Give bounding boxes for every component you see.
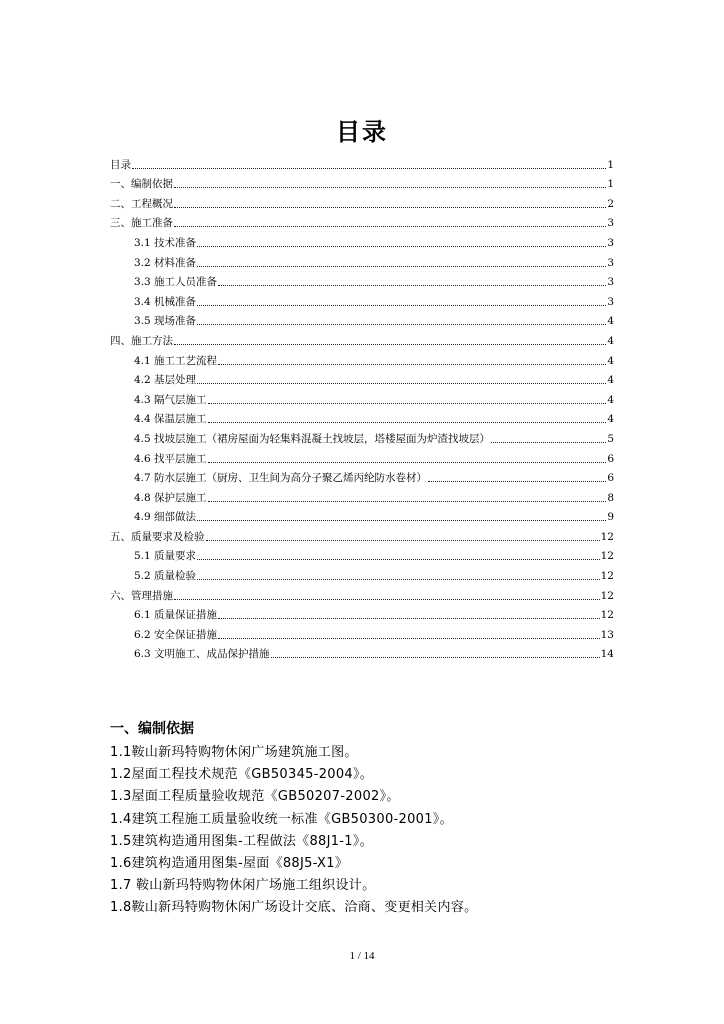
toc-entry-page: 4 — [607, 393, 614, 406]
toc-entry[interactable] — [110, 270, 614, 290]
toc-entry-page: 12 — [600, 530, 614, 543]
toc-entry-page: 5 — [607, 432, 614, 445]
toc-entry[interactable] — [110, 524, 614, 544]
toc-entry[interactable] — [110, 407, 614, 427]
toc-entry[interactable] — [110, 583, 614, 603]
toc-entry-page: 12 — [600, 570, 614, 583]
toc-entry-page: 2 — [607, 197, 614, 210]
toc-entry[interactable] — [110, 426, 614, 446]
toc-entry-page: 4 — [607, 315, 614, 328]
toc-leader-dots — [208, 393, 607, 404]
toc-leader-dots — [491, 432, 606, 443]
toc-leader-dots — [197, 295, 606, 306]
toc-entry-page: 3 — [607, 236, 614, 249]
toc-leader-dots — [197, 236, 606, 247]
toc-leader-dots — [197, 569, 600, 580]
basis-item: 1.2屋面工程技术规范《GB50345-2004》。 — [110, 767, 374, 783]
toc-leader-dots — [174, 589, 600, 600]
toc-entry-page: 12 — [600, 609, 614, 622]
toc-entry[interactable] — [110, 544, 614, 564]
toc-entry[interactable] — [110, 191, 614, 211]
toc-leader-dots — [174, 216, 606, 227]
basis-item: 1.3屋面工程质量验收规范《GB50207-2002》。 — [110, 789, 400, 805]
toc-entry-label: 4.3 隔气层施工 — [134, 393, 207, 406]
toc-entry-page: 3 — [607, 256, 614, 269]
toc-leader-dots — [218, 628, 600, 639]
toc-entry[interactable] — [110, 505, 614, 525]
toc-entry[interactable] — [110, 230, 614, 250]
basis-item: 1.4建筑工程施工质量验收统一标准《GB50300-2001》。 — [110, 811, 453, 827]
toc-entry-page: 4 — [607, 413, 614, 426]
toc-entry[interactable] — [110, 446, 614, 466]
toc-title: 目录 — [336, 118, 388, 146]
toc-leader-dots — [174, 334, 606, 345]
toc-entry-label: 3.4 机械准备 — [134, 295, 197, 308]
toc-entry-page: 4 — [607, 334, 614, 347]
toc-entry-label: 4.6 找平层施工 — [134, 452, 207, 465]
toc-entry[interactable] — [110, 563, 614, 583]
toc-leader-dots — [218, 354, 606, 365]
toc-entry-label: 4.2 基层处理 — [134, 374, 197, 387]
toc-leader-dots — [206, 530, 600, 541]
section-item-list — [110, 742, 630, 920]
toc-entry[interactable] — [110, 250, 614, 270]
toc-entry[interactable] — [110, 466, 614, 486]
toc-entry-page: 4 — [607, 374, 614, 387]
toc-entry[interactable] — [110, 368, 614, 388]
basis-item: 1.8鞍山新玛特购物休闲广场设计交底、洽商、变更相关内容。 — [110, 900, 478, 916]
toc-entry-page: 4 — [607, 354, 614, 367]
toc-entry-page: 9 — [607, 511, 614, 524]
toc-leader-dots — [208, 412, 607, 423]
toc-leader-dots — [197, 373, 606, 384]
toc-entry-page: 3 — [607, 217, 614, 230]
toc-entry-label: 3.2 材料准备 — [134, 256, 197, 269]
toc-entry[interactable] — [110, 485, 614, 505]
toc-leader-dots — [197, 549, 600, 560]
toc-entry-label: 目录 — [110, 158, 131, 171]
toc-entry-page: 12 — [600, 550, 614, 563]
toc-entry-page: 1 — [607, 158, 614, 171]
basis-item: 1.7 鞍山新玛特购物休闲广场施工组织设计。 — [110, 878, 376, 894]
toc-entry-label: 三、施工准备 — [110, 217, 173, 230]
toc-entry-page: 6 — [607, 452, 614, 465]
basis-item: 1.5建筑构造通用图集-工程做法《88J1-1》。 — [110, 833, 373, 849]
toc-leader-dots — [208, 452, 607, 463]
toc-leader-dots — [218, 275, 606, 286]
toc-entry-page: 1 — [607, 178, 614, 191]
basis-item: 1.6建筑构造通用图集-屋面《88J5-X1》 — [110, 855, 349, 871]
toc-leader-dots — [174, 177, 606, 188]
toc-entry-label: 5.2 质量检验 — [134, 570, 197, 583]
page-number: 1 / 14 — [349, 950, 375, 962]
section-basis — [110, 718, 630, 920]
toc-entry-page: 13 — [600, 628, 614, 641]
toc-entry-label: 4.8 保护层施工 — [134, 491, 207, 504]
toc-entry[interactable] — [110, 622, 614, 642]
toc-entry[interactable] — [110, 289, 614, 309]
toc-entry-label: 3.5 现场准备 — [134, 315, 197, 328]
toc-entry-label: 4.4 保温层施工 — [134, 413, 207, 426]
toc-entry-label: 6.1 质量保证措施 — [134, 609, 218, 622]
toc-entry-label: 3.3 施工人员准备 — [134, 276, 218, 289]
toc-entry[interactable] — [110, 152, 614, 172]
toc-leader-dots — [428, 471, 606, 482]
toc-entry-page: 12 — [600, 589, 614, 602]
toc-leader-dots — [132, 158, 606, 169]
toc-entry-label: 五、质量要求及检验 — [110, 530, 205, 543]
toc-entry[interactable] — [110, 348, 614, 368]
section-heading: 一、编制依据 — [110, 721, 194, 737]
toc-entry-page: 14 — [600, 648, 614, 661]
toc-leader-dots — [174, 197, 606, 208]
toc-entry[interactable] — [110, 642, 614, 662]
toc-leader-dots — [197, 314, 606, 325]
toc-entry-label: 六、管理措施 — [110, 589, 173, 602]
toc-entry-label: 二、工程概况 — [110, 197, 173, 210]
toc-entry-page: 3 — [607, 295, 614, 308]
toc-entry[interactable] — [110, 387, 614, 407]
toc-leader-dots — [271, 647, 600, 658]
toc-entry-label: 6.3 文明施工、成品保护措施 — [134, 648, 270, 661]
toc-entry-page: 3 — [607, 276, 614, 289]
toc-entry-page: 8 — [607, 491, 614, 504]
toc-entry-label: 4.9 细部做法 — [134, 511, 197, 524]
basis-item: 1.1鞍山新玛特购物休闲广场建筑施工图。 — [110, 745, 358, 760]
toc-entry[interactable] — [110, 309, 614, 329]
table-of-contents — [110, 152, 614, 661]
toc-leader-dots — [197, 256, 606, 267]
toc-entry-label: 3.1 技术准备 — [134, 236, 197, 249]
toc-entry-label: 4.7 防水层施工（厨房、卫生间为高分子聚乙烯丙纶防水卷材） — [134, 472, 428, 485]
toc-entry-page: 6 — [607, 472, 614, 485]
toc-leader-dots — [208, 491, 607, 502]
toc-entry-label: 一、编制依据 — [110, 178, 173, 191]
toc-entry-label: 4.5 找坡层施工（裙房屋面为轻集料混凝土找坡层，塔楼屋面为炉渣找坡层） — [134, 432, 491, 445]
toc-entry-label: 四、施工方法 — [110, 334, 173, 347]
toc-entry[interactable] — [110, 603, 614, 623]
toc-entry-label: 5.1 质量要求 — [134, 550, 197, 563]
toc-entry-label: 4.1 施工工艺流程 — [134, 354, 218, 367]
toc-entry[interactable] — [110, 172, 614, 192]
toc-entry[interactable] — [110, 328, 614, 348]
toc-entry[interactable] — [110, 211, 614, 231]
toc-leader-dots — [218, 608, 600, 619]
toc-entry-label: 6.2 安全保证措施 — [134, 628, 218, 641]
toc-leader-dots — [197, 510, 606, 521]
